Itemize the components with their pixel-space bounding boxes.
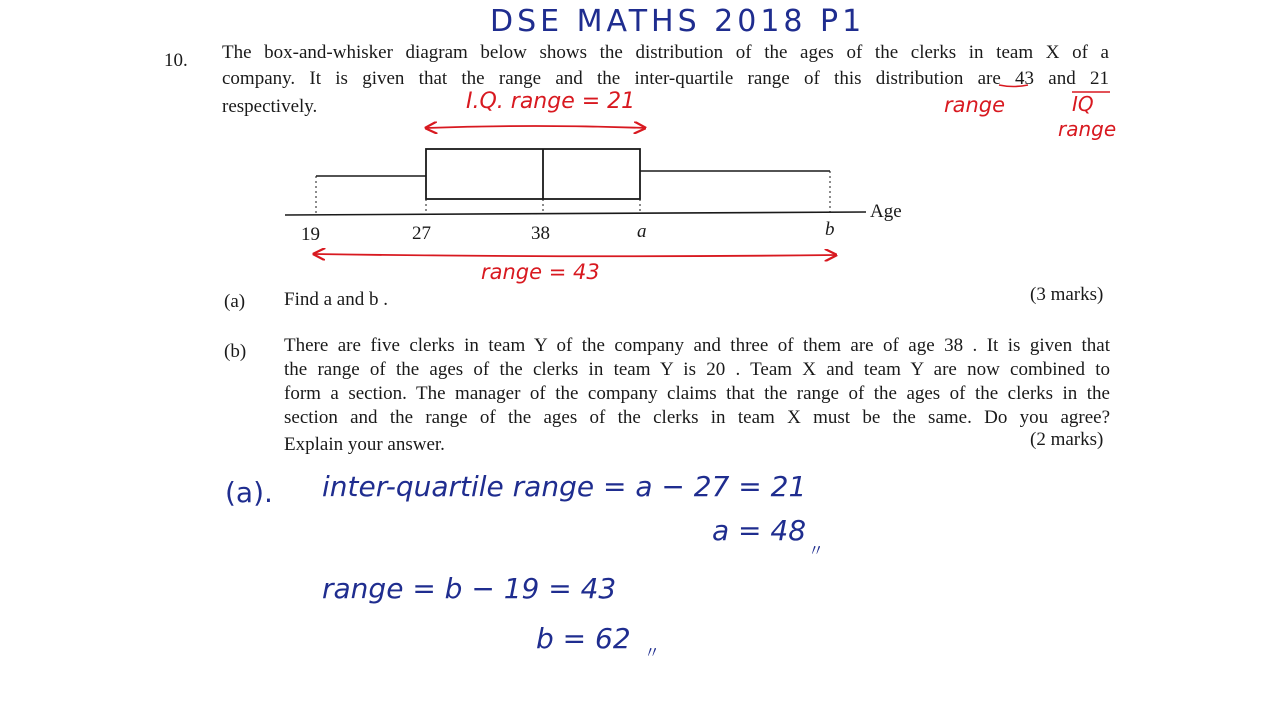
solution-a-mark: 〃 — [808, 541, 825, 560]
age-axis-line — [285, 212, 866, 215]
part-b-line-1: There are five clerks in team Y of the company and three of them are of age 38 . It is given that — [284, 335, 1110, 356]
tick-label-a: a — [637, 221, 647, 242]
solution-b-result: b = 62 — [536, 622, 631, 655]
underline-43 — [999, 85, 1028, 87]
annotation-iq-range-word: range — [1058, 117, 1117, 141]
tick-label-19: 19 — [301, 224, 320, 245]
solution-iqr-line: inter-quartile range = a − 27 = 21 — [322, 470, 807, 503]
tick-label-38: 38 — [531, 223, 550, 244]
part-b-line-2: the range of the ages of the clerks in team Y is 20 . Team X and team Y are now combined to — [284, 359, 1110, 380]
part-a-label: (a) — [224, 291, 246, 312]
part-a-text: Find a and b . — [284, 289, 388, 310]
part-b-line-3: form a section. The manager of the company claims that the range of the ages of the clerks in the — [284, 383, 1110, 404]
range-arrow — [314, 254, 836, 256]
question-intro-line-3: respectively. — [222, 96, 318, 117]
part-a-marks: (3 marks) — [1030, 284, 1104, 305]
solution-b-mark: 〃 — [644, 643, 661, 662]
tick-label-b: b — [825, 219, 835, 240]
annotation-range-word: range — [944, 93, 1006, 117]
part-b-label: (b) — [224, 341, 247, 362]
solution-range-line: range = b − 19 = 43 — [322, 572, 617, 605]
annotation-range-43: range = 43 — [481, 260, 600, 284]
annotation-iq-range: I.Q. range = 21 — [466, 89, 636, 114]
handwritten-title: DSE MATHS 2018 P1 — [490, 4, 866, 39]
question-number: 10. — [164, 50, 188, 71]
solution-a-result: a = 48 — [712, 514, 807, 547]
axis-label-age: Age — [870, 201, 902, 222]
tick-label-27: 27 — [412, 223, 431, 244]
part-b-line-4: section and the range of the ages of the clerks in team X must be the same. Do you agree? — [284, 407, 1110, 428]
part-b-marks: (2 marks) — [1030, 429, 1104, 450]
iq-range-arrow — [426, 126, 645, 128]
solution-label-a: (a). — [225, 476, 273, 509]
annotation-iq-word: IQ — [1072, 92, 1094, 116]
question-intro-line-2: company. It is given that the range and the inter-quartile range of this distribution are 43 and 21 — [222, 68, 1109, 89]
interquartile-box — [426, 149, 640, 199]
question-intro-line-1: The box-and-whisker diagram below shows the distribution of the ages of the clerks in team X of a — [222, 42, 1109, 63]
part-b-line-5: Explain your answer. — [284, 434, 445, 455]
